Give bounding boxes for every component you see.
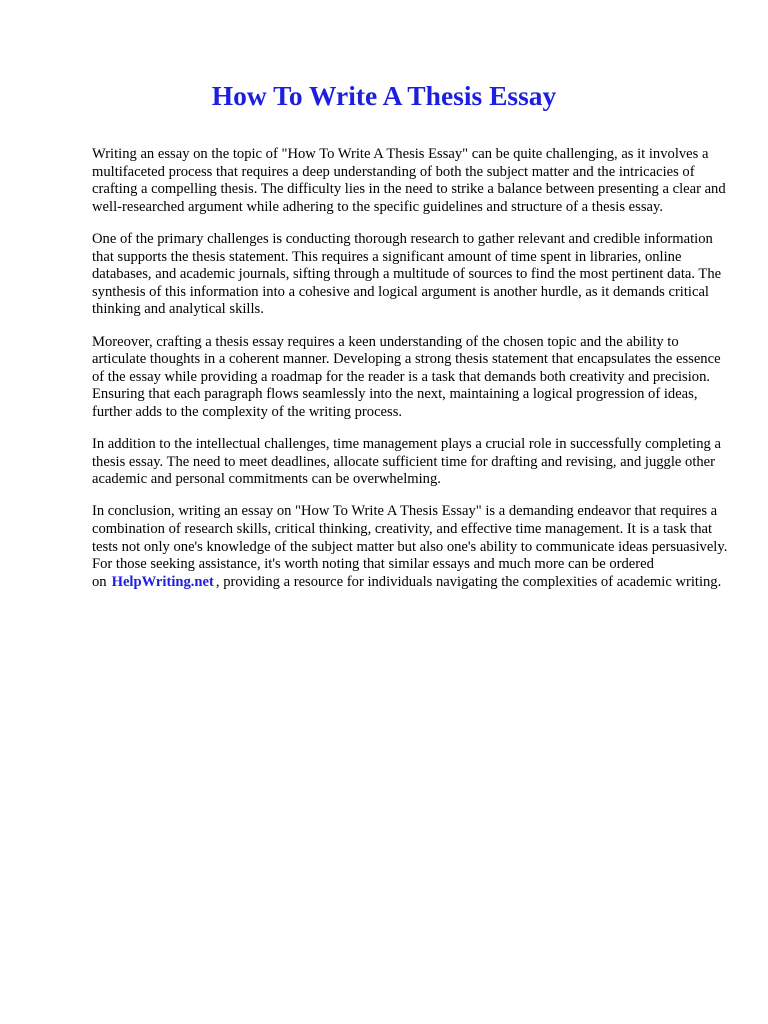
conclusion-text-end: , providing a resource for individuals navigating the complexities of academic writing.: [215, 573, 722, 590]
page-title: How To Write A Thesis Essay: [211, 80, 557, 111]
paragraph-1: Writing an essay on the topic of "How To Write A Thesis Essay" can be quite challenging, as it involves a multifaceted process that requires a deep understanding of both the subject matter and the intricacies of crafting a compelling thesis. The difficulty lies in the need to strike a balance between presenting a clear and well-researched argument while adhering to the specific guidelines and structure of a thesis essay.: [92, 146, 726, 215]
paragraph-conclusion: [92, 503, 732, 591]
paragraph-3: Moreover, crafting a thesis essay requires a keen understanding of the chosen topic and the ability to articulate thoughts in a coherent manner. Developing a strong thesis statement that encapsulates the essence of the essay while providing a roadmap for the reader is a task that demands both creativity and precision. Ensuring that each paragraph flows seamlessly into the next, maintaining a logical progression of ideas, further adds to the complexity of the writing process.: [92, 333, 721, 420]
paragraph-4: In addition to the intellectual challenges, time management plays a crucial role in successfully completing a thesis essay. The need to meet deadlines, allocate sufficient time for drafting and revising, and juggle other academic and personal commitments can be overwhelming.: [92, 436, 721, 488]
paragraph-2: One of the primary challenges is conducting thorough research to gather relevant and credible information that supports the thesis statement. This requires a significant amount of time spent in libraries, online databases, and academic journals, sifting through a multitude of sources to find the most pertinent data. The synthesis of this information into a cohesive and logical argument is another hurdle, as it demands critical thinking and analytical skills.: [92, 230, 722, 318]
conclusion-text: In conclusion, writing an essay on "How To Write A Thesis Essay" is a demanding endeavor that requires a combination of research skills, critical thinking, creativity, and effective time management. It is a task that tests not only one's knowledge of the subject matter but also one's ability to communicate ideas persuasively. For those seeking assistance, it's worth noting that similar essays and much more can be ordered on: [92, 503, 728, 590]
helpwriting-link[interactable]: HelpWriting.net: [111, 573, 214, 590]
essay-body: [92, 146, 732, 606]
